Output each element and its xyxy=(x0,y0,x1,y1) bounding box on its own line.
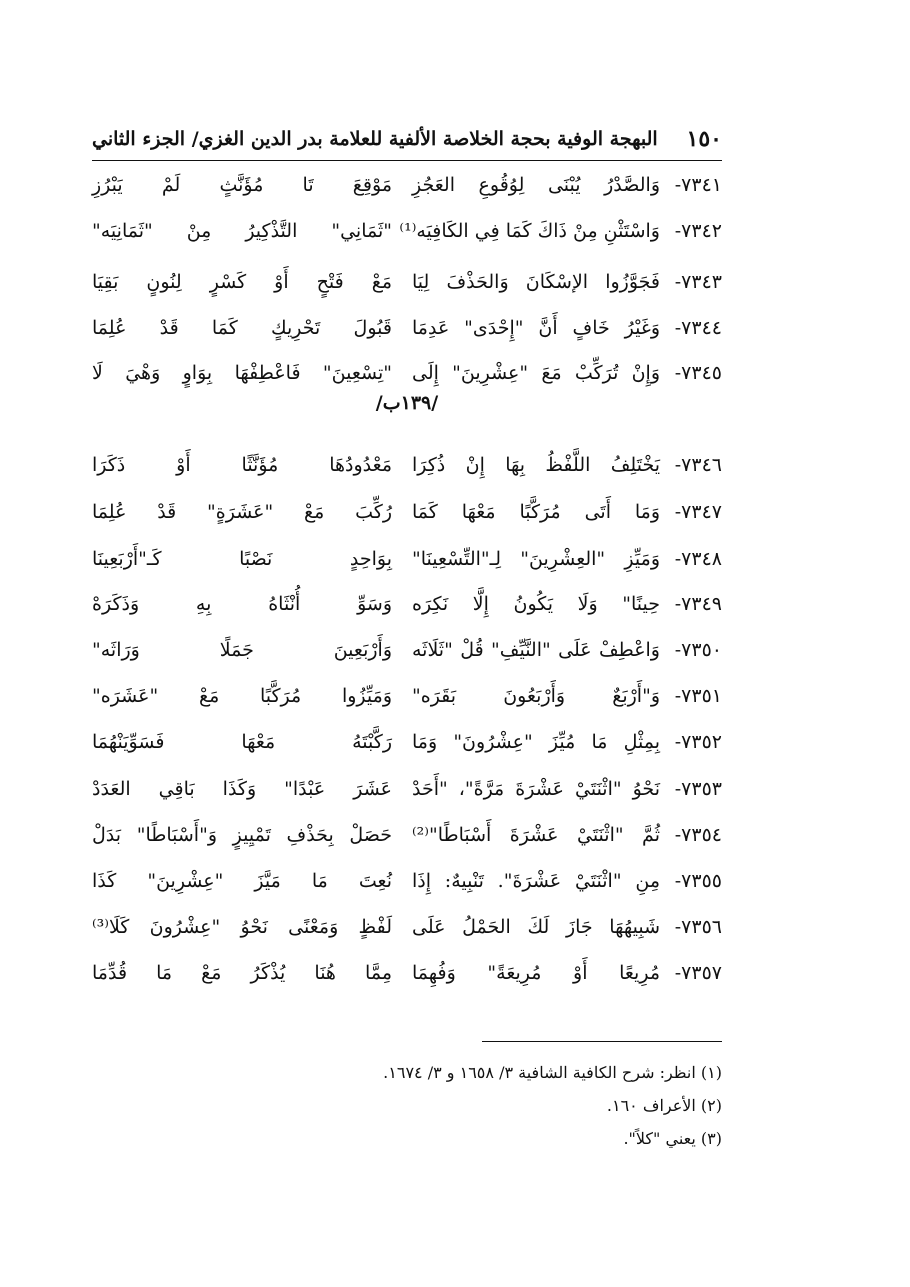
verse xyxy=(92,722,722,762)
verse-first-hemistich: مُرِيعًا أَوْ مُرِيعَةً" وَفُهِمَا xyxy=(412,962,660,984)
verse-number: ٧٣٤٤- xyxy=(674,317,722,339)
verse-first-hemistich: حِينًا" وَلَا يَكُونُ إِلَّا نَكِرَه xyxy=(412,593,660,615)
footnote: (١) انظر: شرح الكافية الشافية ٣/ ١٦٥٨ و ٣/ ١٦٧٤. xyxy=(383,1063,722,1082)
verse xyxy=(92,165,722,205)
verse-first-hemistich: يَخْتَلِفُ اللَّفْظُ بِهَا إِنْ ذُكِرَا xyxy=(412,454,660,476)
verse-second-hemistich: رُكِّبَ مَعْ "عَشَرَةٍ" قَدْ عُلِمَا xyxy=(92,501,392,523)
footnote: (٣) يعني "كلاً". xyxy=(623,1129,722,1148)
verse xyxy=(92,953,722,993)
verse-second-hemistich: عَشَرَ عَبْدًا" وَكَذَا بَاقِي العَدَدْ xyxy=(92,778,392,800)
verse xyxy=(92,907,722,947)
verse-first-hemistich: ثُمَّ "اثْنَتَيْ عَشْرَةَ أَسْبَاطًا"⁽²⁾ xyxy=(412,824,660,846)
verse-number: ٧٣٤١- xyxy=(674,174,722,196)
verse-first-hemistich: مِنِ "اثْنَتَيْ عَشْرَةَ". تَنْبِيهٌ: إِذَا xyxy=(412,870,660,892)
verse-second-hemistich: رَكَّبْتَهُ مَعْهَا فَسَوِّيَنْهُمَا xyxy=(92,731,392,753)
verse xyxy=(92,353,722,393)
verse xyxy=(92,539,722,579)
verse xyxy=(92,861,722,901)
header-title: البهجة الوفية بحجة الخلاصة الألفية للعلامة بدر الدين الغزي/ الجزء الثاني xyxy=(92,128,658,150)
verse-first-hemistich: وَإِنْ تُرَكِّبْ مَعَ "عِشْرِينَ" إِلَى xyxy=(412,362,660,384)
verse-first-hemistich: وَالصَّدْرُ يُبْنَى لِوُقُوعِ العَجُزِ xyxy=(412,174,660,196)
verse-second-hemistich: وَأَرْبَعِينَ جَمَلًا وَرَاثَه" xyxy=(92,639,392,661)
verse-first-hemistich: فَجَوَّزُوا الإسْكَانَ وَالحَذْفَ لِيَا xyxy=(412,271,660,293)
verse-number: ٧٣٥١- xyxy=(674,685,722,707)
verse-first-hemistich: وَمَيِّزِ "العِشْرِينَ" لِـ"التِّسْعِينَا" xyxy=(412,548,660,570)
verse-second-hemistich: مِمَّا هُنَا يُذْكَرُ مَعْ مَا قُدِّمَا xyxy=(92,962,392,984)
verse-second-hemistich: مَوْقِعَ تَا مُؤَنَّثٍ لَمْ يَبْرُزِ xyxy=(92,174,392,196)
folio-marker: /١٣٩ب/ xyxy=(375,392,439,414)
verse-first-hemistich: وَ"أَرْبَعٌ وَأَرْبَعُونَ بَقَرَه" xyxy=(412,685,660,707)
verse-second-hemistich: "تِسْعِينَ" فَاعْطِفْهَا بِوَاوٍ وَهْيَ لَا xyxy=(92,362,392,384)
footnote: (٢) الأعراف ١٦٠. xyxy=(606,1096,722,1115)
verse-number: ٧٣٤٦- xyxy=(674,454,722,476)
verse-number: ٧٣٥٥- xyxy=(674,870,722,892)
verse-first-hemistich: وَاسْتَثْنِ مِنْ ذَاكَ كَمَا فِي الكَافِيَه⁽¹⁾ xyxy=(399,220,660,242)
verse-second-hemistich: قَبُولَ تَحْرِيكٍ كَمَا قَدْ عُلِمَا xyxy=(92,317,392,339)
verse-first-hemistich: وَغَيْرُ خَافٍ أَنَّ "إِحْدَى" عَدِمَا xyxy=(412,317,660,339)
verse xyxy=(92,769,722,809)
verse xyxy=(92,676,722,716)
header-rule xyxy=(92,160,722,161)
verse xyxy=(92,815,722,855)
verse-second-hemistich: حَصَلْ بِحَذْفِ تَمْيِيزٍ وَ"أَسْبَاطًا" بَدَلْ xyxy=(92,824,392,846)
verse-number: ٧٣٥٧- xyxy=(674,962,722,984)
verse xyxy=(92,630,722,670)
verse-second-hemistich: وَسَوِّ أُنْثَاهُ بِهِ وَذَكَرَهْ xyxy=(92,593,392,615)
verse-number: ٧٣٤٧- xyxy=(674,501,722,523)
verse-number: ٧٣٤٣- xyxy=(674,271,722,293)
verse-number: ٧٣٤٥- xyxy=(674,362,722,384)
verse-second-hemistich: نُعِتَ مَا مَيَّزَ "عِشْرِينَ" كَذَا xyxy=(92,870,392,892)
verse-number: ٧٣٥٤- xyxy=(674,824,722,846)
verse-second-hemistich: "ثَمَانِي" التَّذْكِيرُ مِنْ "ثَمَانِيَه" xyxy=(92,220,392,242)
verse-first-hemistich: نَحْوُ "اثْنَتَيْ عَشْرَةَ مَرَّةً"، "أَحَدْ xyxy=(412,778,660,800)
verse-number: ٧٣٥٢- xyxy=(674,731,722,753)
footnote-separator xyxy=(482,1041,722,1042)
verse-second-hemistich: بِوَاحِدٍ نَصْبًا كَـ"أَرْبَعِينَا xyxy=(92,548,392,570)
verse xyxy=(92,445,722,485)
verse xyxy=(92,584,722,624)
verse-number: ٧٣٤٨- xyxy=(674,548,722,570)
verse-number: ٧٣٥٦- xyxy=(674,916,722,938)
verse-second-hemistich: لَفْظٍ وَمَعْنًى نَحْوُ "عِشْرُونَ كَلَا⁽³⁾ xyxy=(92,916,392,938)
verse-first-hemistich: بِمِثْلِ مَا مُيِّزَ "عِشْرُونَ" وَمَا xyxy=(412,731,660,753)
verse-number: ٧٣٤٩- xyxy=(674,593,722,615)
verse-second-hemistich: مَعْدُودُهَا مُؤَنَّثًا أَوْ ذَكَرَا xyxy=(92,454,392,476)
verse-first-hemistich: وَاعْطِفْ عَلَى "النَّيِّفِ" قُلْ "ثَلَاثَه xyxy=(412,639,660,661)
verse-first-hemistich: وَمَا أَتَى مُرَكَّبًا مَعْهَا كَمَا xyxy=(412,501,660,523)
verse-number: ٧٣٤٢- xyxy=(674,220,722,242)
verse xyxy=(92,308,722,348)
running-header xyxy=(92,118,722,158)
verse-number: ٧٣٥٠- xyxy=(674,639,722,661)
verse-second-hemistich: وَمَيِّزُوا مُرَكَّبًا مَعْ "عَشَرَه" xyxy=(92,685,392,707)
verse-number: ٧٣٥٣- xyxy=(674,778,722,800)
verse xyxy=(92,262,722,302)
verse xyxy=(92,492,722,532)
verse-first-hemistich: شَبِيهُهَا جَازَ لَكَ الحَمْلُ عَلَى xyxy=(412,916,660,938)
verse xyxy=(92,211,722,251)
verse-second-hemistich: مَعْ فَتْحٍ أَوْ كَسْرٍ لِنُونٍ بَقِيَا xyxy=(92,271,392,293)
page-number: ١٥٠ xyxy=(686,126,722,152)
